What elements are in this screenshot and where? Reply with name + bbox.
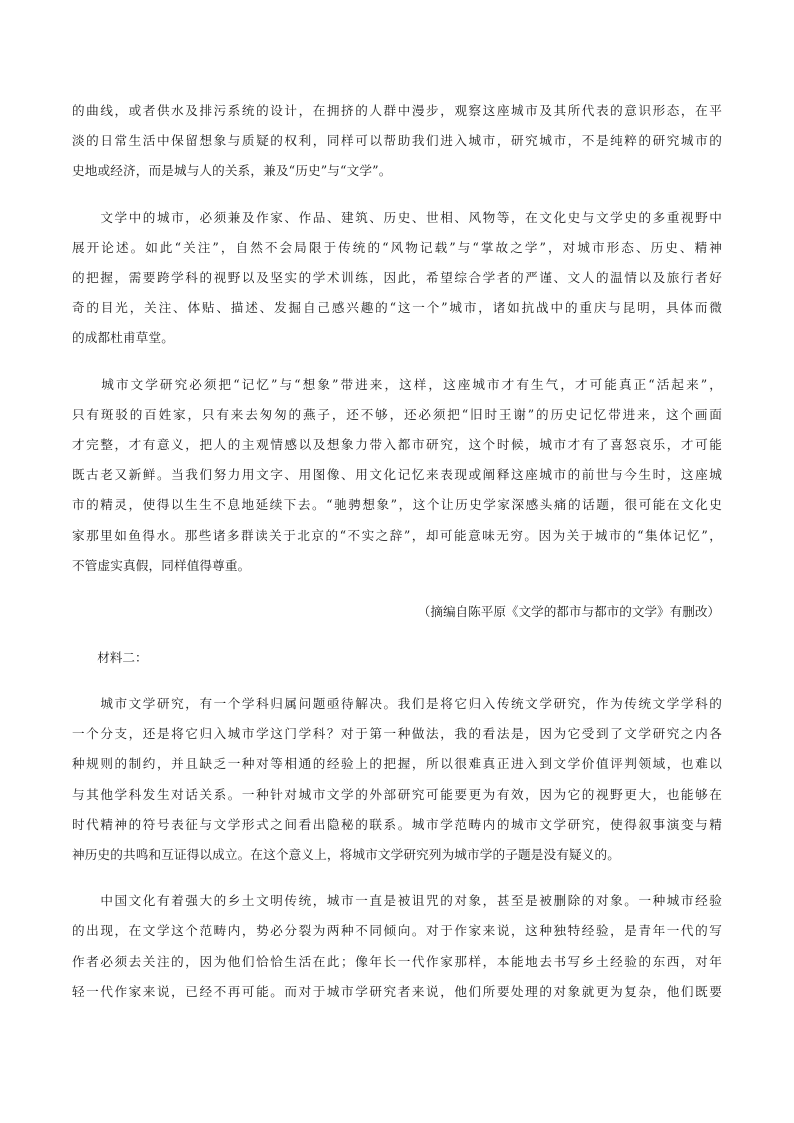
text-line: 城市文学研究，有一个学科归属问题亟待解决。我们是将它归入传统文学研究，作为传统文学学科的	[72, 696, 722, 712]
text-line: 与其他学科发生对话关系。一种针对城市文学的外部研究可能要更为有效，因为它的视野更大，也能够在	[72, 786, 722, 802]
text-line: 城市文学研究必须把“记忆”与“想象”带进来，这样，这座城市才有生气，才可能真正“活起来”，	[72, 376, 722, 392]
section-heading: 材料二：	[72, 650, 148, 666]
paragraph-2	[72, 203, 722, 354]
text-line: 时代精神的符号表征与文学形式之间看出隐秘的联系。城市学范畴内的城市文学研究，使得叙事演变与精	[72, 816, 722, 832]
text-line: 文学中的城市，必须兼及作家、作品、建筑、历史、世相、风物等，在文化史与文学史的多重视野中	[72, 209, 722, 225]
paragraph-4	[72, 689, 722, 870]
text-line: 中国文化有着强大的乡土文明传统，城市一直是被诅咒的对象，甚至是被删除的对象。一种城市经验	[72, 893, 722, 909]
text-line: 只有斑驳的百姓家，只有来去匆匆的燕子，还不够，还必须把“旧时王谢”的历史记忆带进来，这个画面	[72, 406, 722, 422]
document-page	[72, 96, 722, 1007]
text-line: 轻一代作家来说，已经不再可能。而对于城市学研究者来说，他们所要处理的对象就更为复杂，他们既要	[72, 983, 722, 999]
paragraph-5	[72, 886, 722, 1007]
text-line: 神历史的共鸣和互证得以成立。在这个意义上，将城市文学研究列为城市学的子题是没有疑义的。	[72, 847, 620, 863]
text-line: 的把握，需要跨学科的视野以及坚实的学术训练，因此，希望综合学者的严谨、文人的温情以及旅行者好	[72, 270, 722, 286]
text-line: 既古老又新鲜。当我们努力用文字、用图像、用文化记忆来表现或阐释这座城市的前世与今生时，这座城	[72, 467, 722, 483]
text-line: 家那里如鱼得水。那些诸多群读关于北京的“不实之辞”，却可能意味无穷。因为关于城市的“集体记忆”，	[72, 527, 722, 543]
text-line: 一个分支，还是将它归入城市学这门学科？对于第一种做法，我的看法是，因为它受到了文学研究之内各	[72, 726, 722, 742]
text-line: 的曲线，或者供水及排污系统的设计，在拥挤的人群中漫步，观察这座城市及其所代表的意识形态，在平	[72, 103, 722, 118]
text-line: 的成都杜甫草堂。	[72, 330, 174, 346]
text-line: 市的精灵，使得以生生不息地延续下去。“驰骋想象”，这个让历史学家深感头痛的话题，很可能在文化史	[72, 497, 722, 513]
source-citation: （摘编自陈平原《文学的都市与都市的文学》有删改）	[417, 604, 720, 620]
text-line: 的出现，在文学这个范畴内，势必分裂为两种不同倾向。对于作家来说，这种独特经验，是青年一代的写	[72, 923, 722, 939]
text-line: 才完整，才有意义，把人的主观情感以及想象力带入都市研究，这个时候，城市才有了喜怒哀乐，才可能	[72, 437, 722, 453]
paragraph-3	[72, 370, 722, 581]
paragraph-1	[72, 96, 722, 187]
text-line: 不管虚实真假，同样值得尊重。	[72, 557, 251, 573]
text-line: 史地或经济，而是城与人的关系，兼及“历史”与“文学”。	[72, 163, 392, 179]
text-line: 奇的目光，关注、体贴、描述、发掘自己感兴趣的“这一个”城市，诸如抗战中的重庆与昆明，具体而微	[72, 300, 722, 316]
text-line: 作者必须去关注的，因为他们恰恰生活在此；像年长一代作家那样，本能地去书写乡土经验的东西，对年	[72, 953, 722, 969]
text-line: 展开论述。如此“关注”，自然不会局限于传统的“风物记载”与“掌故之学”，对城市形态、历史、精神	[72, 239, 722, 255]
text-line: 淡的日常生活中保留想象与质疑的权利，同样可以帮助我们进入城市，研究城市，不是纯粹的研究城市的	[72, 133, 722, 149]
text-line: 种规则的制约，并且缺乏一种对等相通的经验上的把握，所以很难真正进入到文学价值评判领域，也难以	[72, 756, 722, 772]
